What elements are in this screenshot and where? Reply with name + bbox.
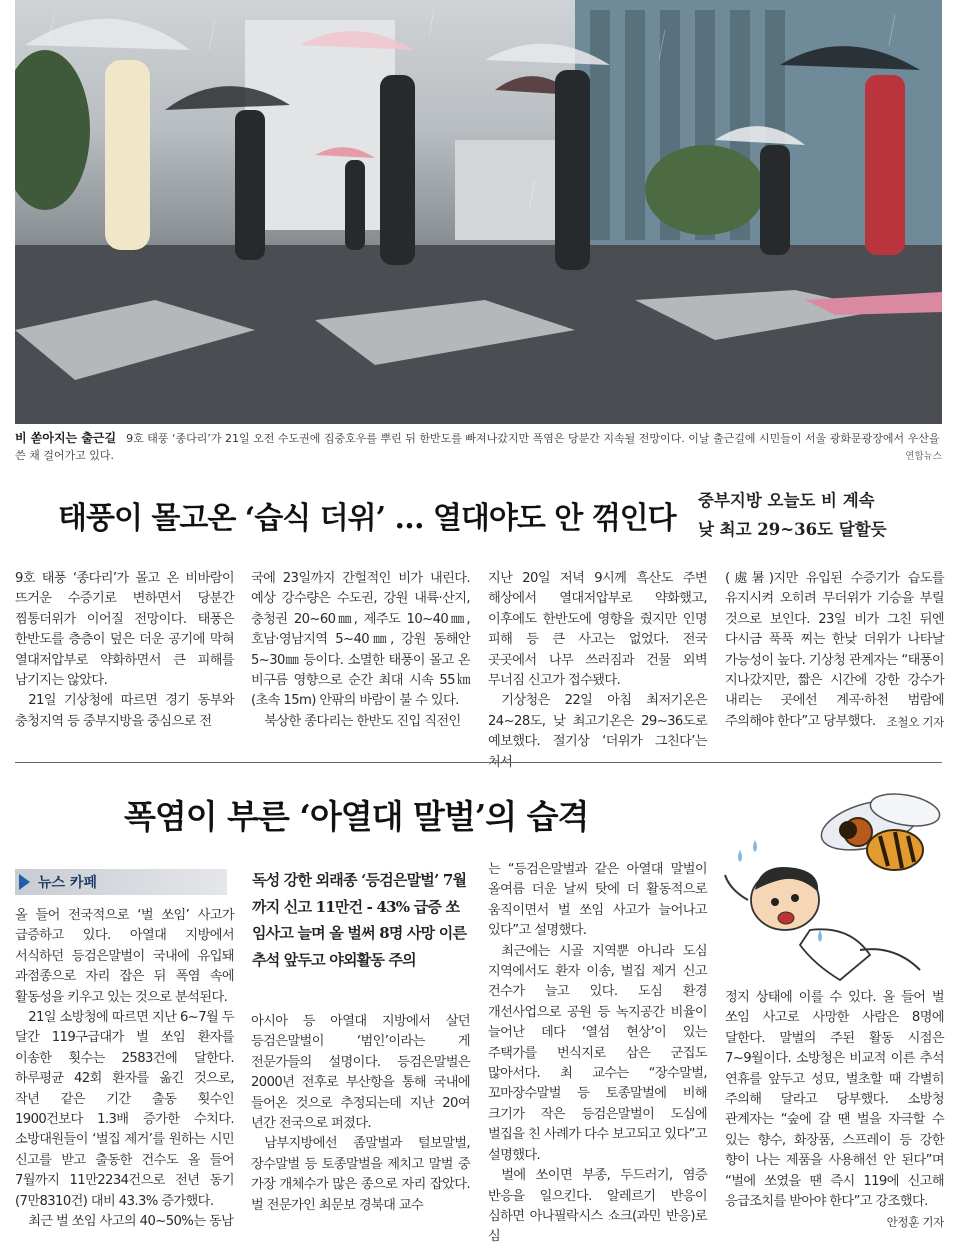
- hornet-cartoon-illustration: [720, 780, 945, 990]
- hornet-cartoon-image: [720, 780, 945, 990]
- article2-column-1: [15, 906, 234, 1233]
- section-label-text: 뉴스 카페: [38, 875, 97, 891]
- article2-paragraph: 는 “등검은말벌과 같은 아열대 말벌이 올여름 더운 날씨 탓에 더 활동적으로 움직이면서 벌 쏘임 사고가 늘어나고 있다”고 설명했다.: [488, 862, 707, 939]
- triangle-bullet-icon: [19, 874, 30, 890]
- photo-rainy-crosswalk-image: [15, 0, 942, 424]
- section-divider: [15, 762, 942, 763]
- article1-paragraph: 9호 태풍 ‘종다리’가 몰고 온 비바람이 뜨거운 수증기로 변하면서 당분간 찜통더위가 이어질 전망이다. 태풍은 한반도를 층층이 덮은 더운 공기에 막혀 열대저압부로 약화하면서 큰 피해를 남기지는 않았다.: [15, 571, 234, 689]
- article2-headline: 폭염이 부른 ‘아열대 말벌’의 습격: [124, 797, 589, 836]
- news-photo: [15, 0, 942, 424]
- article2-byline: 안정훈 기자: [886, 1215, 944, 1230]
- article2-paragraph: 올 들어 전국적으로 ‘벌 쏘임’ 사고가 급증하고 있다. 아열대 지방에서 서식하던 등검은말벌이 국내에 유입돼 과점종으로 자리 잡은 뒤 폭염 속에 활동성을 키우고 있는 것으로 분석된다.: [15, 908, 234, 1005]
- article1-column-3: [488, 569, 707, 773]
- photo-credit: 연합뉴스: [905, 451, 942, 462]
- article1-subhead-line-1: 중부지방 오늘도 비 계속: [698, 491, 875, 510]
- article1-headline: 태풍이 몰고온 ‘습식 더위’ … 열대야도 안 꺾인다: [58, 501, 676, 536]
- article2-column-2: [251, 1012, 470, 1216]
- article2-paragraph: [725, 988, 944, 1230]
- article2-paragraph: 벌에 쏘이면 부종, 두드러기, 염증 반응을 일으킨다. 알레르기 반응이 심하면 아나필락시스 쇼크(과민 반응)로 심: [488, 1168, 707, 1245]
- article2-column-3: [488, 860, 707, 1248]
- article1-paragraph: 지난 20일 저녁 9시께 흑산도 주변 해상에서 열대저압부로 약화했고, 이후에도 한반도에 영향을 줬지만 인명 피해 등 큰 사고는 없었다. 전국 곳곳에서 나무 쓰러짐과 건물 외벽 무너짐 신고가 접수됐다.: [488, 571, 707, 689]
- article1-column-4: [725, 569, 944, 732]
- article2-paragraph: 아시아 등 아열대 지방에서 살던 등검은말벌이 ‘범인’이라는 게 전문가들의 설명이다. 등검은말벌은 2000년 전후로 부산항을 통해 국내에 들어온 것으로 추정되는데 지난 20여 년간 전국으로 퍼졌다.: [251, 1014, 470, 1132]
- photo-caption-title: 비 쏟아지는 출근길: [15, 431, 117, 445]
- article2-paragraph: 남부지방에선 좀말벌과 털보말벌, 장수말벌 등 토종말벌을 제치고 말벌 중 가장 개체수가 많은 종으로 자리 잡았다. 벌 전문가인 최문보 경북대 교수: [251, 1136, 470, 1213]
- article1-paragraph: [725, 569, 944, 732]
- article1-subhead: [698, 486, 887, 544]
- article2-paragraph-text: 정지 상태에 이를 수 있다. 올 들어 벌 쏘임 사고로 사망한 사람은 8명에 달한다. 말벌의 주된 활동 시점은 7~9월이다. 소방청은 비교적 이른 추석 연휴를 앞두고 성묘, 벌초할 때 각별히 주의해 달라고 당부했다. 소방청 관계자는 “숲에 갈 땐 벌을 자극할 수 있는 향수, 화장품, 스프레이 등 강한 향이 나는 제품을 사용해선 안 된다”며 “벌에 쏘였을 땐 즉시 119에 신고해 응급조치를 받아야 한다”고 강조했다.: [725, 990, 944, 1210]
- article1-paragraph: 21일 기상청에 따르면 경기 동부와 충청지역 등 중부지방을 중심으로 전: [15, 693, 234, 729]
- article2-column-4: [725, 988, 944, 1233]
- article1-byline: 조철오 기자: [886, 714, 944, 729]
- article1-paragraph-text: (處暑)지만 유입된 수증기가 습도를 유지시켜 오히려 무더위가 기승을 부릴 것으로 보인다. 23일 비가 그친 뒤엔 다시금 푹푹 찌는 한낮 더위가 나타날 가능성이 높다. 기상청 관계자는 “태풍이 지나갔지만, 짧은 시간에 강한 강수가 내리는 곳에선 계곡·하천 범람에 주의해야 한다”고 당부했다.: [725, 571, 944, 729]
- article1-paragraph: 국에 23일까지 간헐적인 비가 내린다. 예상 강수량은 수도권, 강원 내륙·산지, 충청권 20~60㎜, 제주도 10~40㎜, 호남·영남지역 5~40㎜, 강원 동해안 5~30㎜ 등이다. 소멸한 태풍이 몰고 온 비구름 영향으로 순간 최대 시속 55㎞(초속 15m) 안팎의 바람이 불 수 있다.: [251, 571, 470, 709]
- photo-caption-text: 9호 태풍 ‘종다리’가 21일 오전 수도권에 집중호우를 뿌린 뒤 한반도를 빠져나갔지만 폭염은 당분간 지속될 전망이다. 이날 출근길에 시민들이 서울 광화문광장에서 우산을 쓴 채 걸어가고 있다.: [15, 432, 940, 462]
- article1-subhead-line-2: 낮 최고 29~36도 달할듯: [698, 520, 887, 539]
- article2-paragraph: 21일 소방청에 따르면 지난 6~7월 두 달간 119구급대가 벌 쏘임 환자를 이송한 횟수는 2583건에 달한다. 하루평균 42회 환자를 옮긴 것으로, 작년 같은 기간 출동 횟수인 1900건보다 1.3배 증가한 수치다. 소방대원들이 ‘벌집 제거’를 원하는 시민 신고를 받고 출동한 건수도 올 들어 7월까지 11만2234건으로 전년 동기(7만8310건) 대비 43.3% 증가했다.: [15, 1010, 234, 1209]
- article1-column-1: [15, 569, 234, 732]
- article1-column-2: [251, 569, 470, 732]
- article2-paragraph: 최근에는 시골 지역뿐 아니라 도심 지역에서도 환자 이송, 벌집 제거 신고 건수가 늘고 있다. 도심 환경 개선사업으로 공원 등 녹지공간 비율이 늘어난 데다 ‘열섬 현상’이 있는 주택가를 번식지로 삼은 군집도 많아서다. 최 교수는 “장수말벌, 꼬마장수말벌 등 토종말벌에 비해 크기가 작은 등검은말벌이 도심에 벌집을 친 사례가 다수 보고되고 있다”고 설명했다.: [488, 943, 707, 1163]
- photo-caption: [15, 430, 945, 464]
- article1-paragraph: 기상청은 22일 아침 최저기온은 24~28도, 낮 최고기온은 29~36도로 예보했다. 절기상 ‘더위가 그친다’는 처서: [488, 693, 707, 770]
- article1-paragraph: 북상한 종다리는 한반도 진입 직전인: [264, 713, 461, 729]
- news-cafe-section-label: [15, 869, 227, 895]
- article2-pull-quote: 독성 강한 외래종 ‘등검은말벌’ 7월까지 신고 11만건 - 43% 급증 쏘임사고 늘며 올 벌써 8명 사망 이른 추석 앞두고 야외활동 주의: [252, 871, 467, 969]
- article2-paragraph: 최근 벌 쏘임 사고의 40~50%는 동남: [28, 1214, 234, 1230]
